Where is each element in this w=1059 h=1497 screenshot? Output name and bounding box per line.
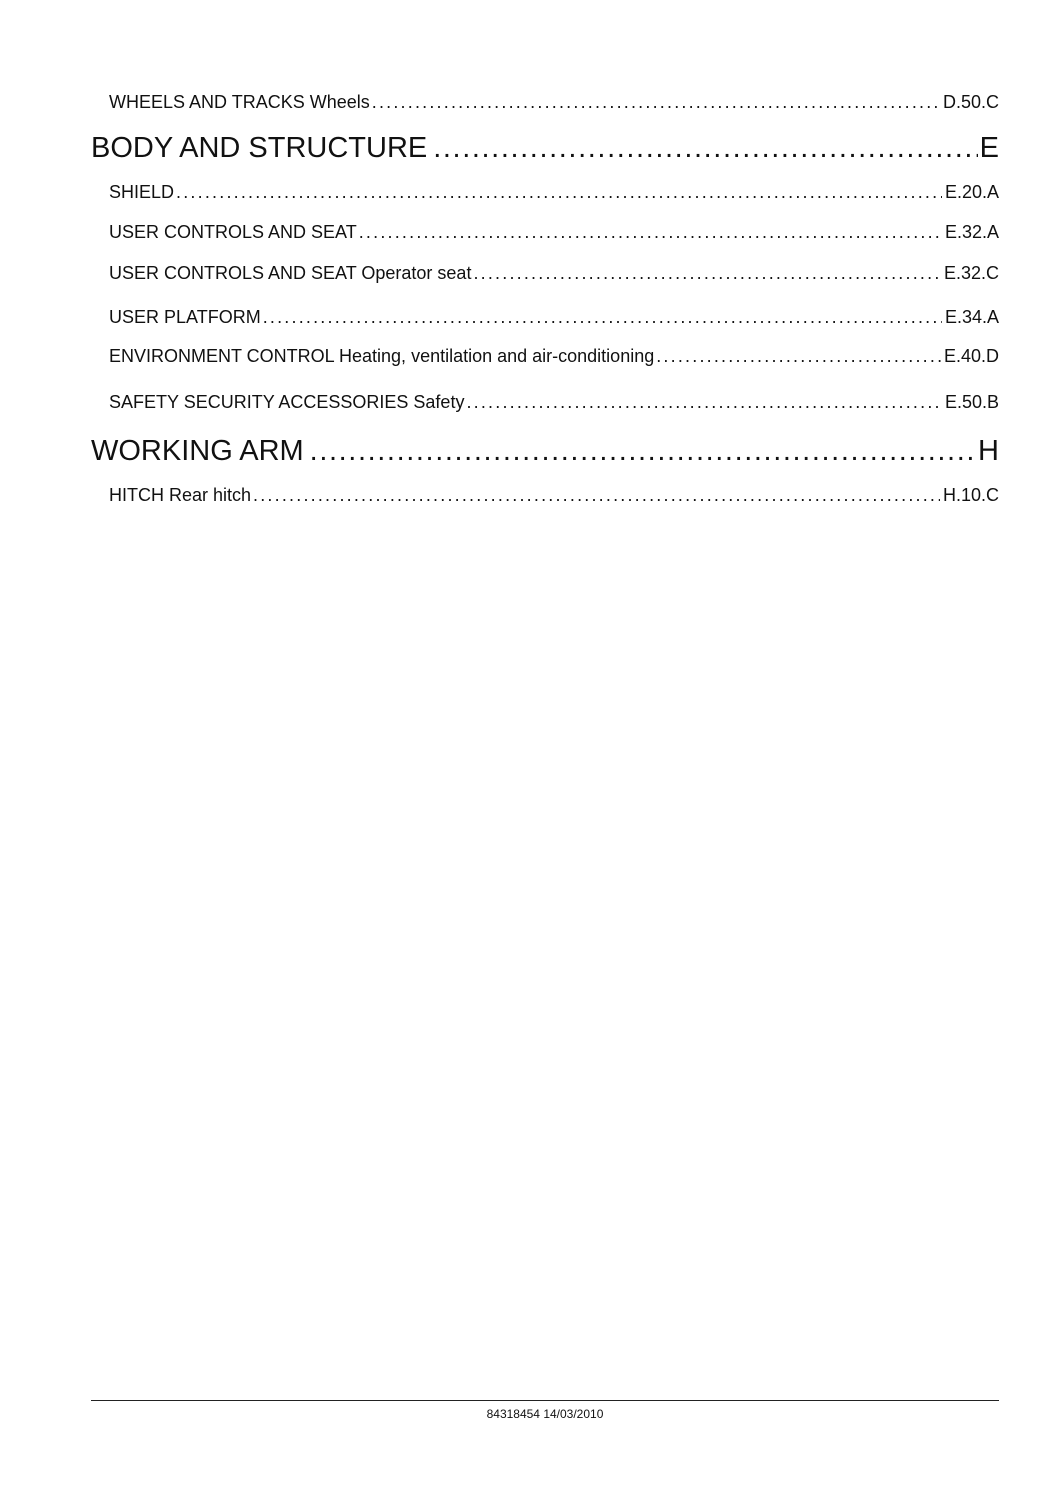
toc-entry-page: E.32.C [943, 263, 999, 283]
toc-entry[interactable] [109, 182, 999, 206]
toc-section-heading[interactable] [91, 132, 999, 170]
toc-entry[interactable] [109, 263, 999, 287]
dot-leader [359, 222, 942, 243]
toc-entry-title: WHEELS AND TRACKS Wheels [109, 92, 370, 112]
toc-entry[interactable] [109, 346, 999, 370]
toc-entry[interactable] [109, 392, 999, 416]
toc-entry-page: E.34.A [944, 307, 999, 327]
toc-entry[interactable] [109, 485, 999, 509]
dot-leader [466, 392, 942, 413]
toc-entry-title: SHIELD [109, 182, 175, 202]
toc-entry[interactable] [109, 92, 999, 116]
toc-entry-title: USER CONTROLS AND SEAT Operator seat [109, 263, 472, 283]
dot-leader [310, 435, 976, 468]
toc-entry-page: E.50.B [944, 392, 999, 412]
footer-divider [91, 1400, 999, 1401]
dot-leader [176, 182, 942, 203]
toc-entry-title: HITCH Rear hitch [109, 485, 252, 505]
toc-entry-title: ENVIRONMENT CONTROL Heating, ventilation and air-conditioning [109, 346, 655, 366]
footer-document-id: 84318454 14/03/2010 [486, 1407, 604, 1421]
dot-leader [253, 485, 940, 506]
toc-entry-title: USER PLATFORM [109, 307, 261, 327]
toc-entry-page: E.32.A [944, 222, 999, 242]
dot-leader [473, 263, 941, 284]
toc-entry-title: SAFETY SECURITY ACCESSORIES Safety [109, 392, 465, 412]
toc-section-page: H [978, 435, 999, 467]
toc-entry-page: E.40.D [943, 346, 999, 366]
toc-section-heading[interactable] [91, 435, 999, 473]
toc-section-title: BODY AND STRUCTURE [91, 132, 428, 164]
toc-entry-page: E.20.A [944, 182, 999, 202]
toc-section-page: E [979, 132, 999, 164]
dot-leader [656, 346, 941, 367]
toc-entry-page: D.50.C [942, 92, 999, 112]
dot-leader [433, 132, 977, 165]
dot-leader [263, 307, 942, 328]
toc-entry-page: H.10.C [942, 485, 999, 505]
toc-entry-title: USER CONTROLS AND SEAT [109, 222, 357, 242]
toc-section-title: WORKING ARM [91, 435, 304, 467]
toc-entry[interactable] [109, 307, 999, 331]
dot-leader [372, 92, 940, 113]
toc-entry[interactable] [109, 222, 999, 246]
